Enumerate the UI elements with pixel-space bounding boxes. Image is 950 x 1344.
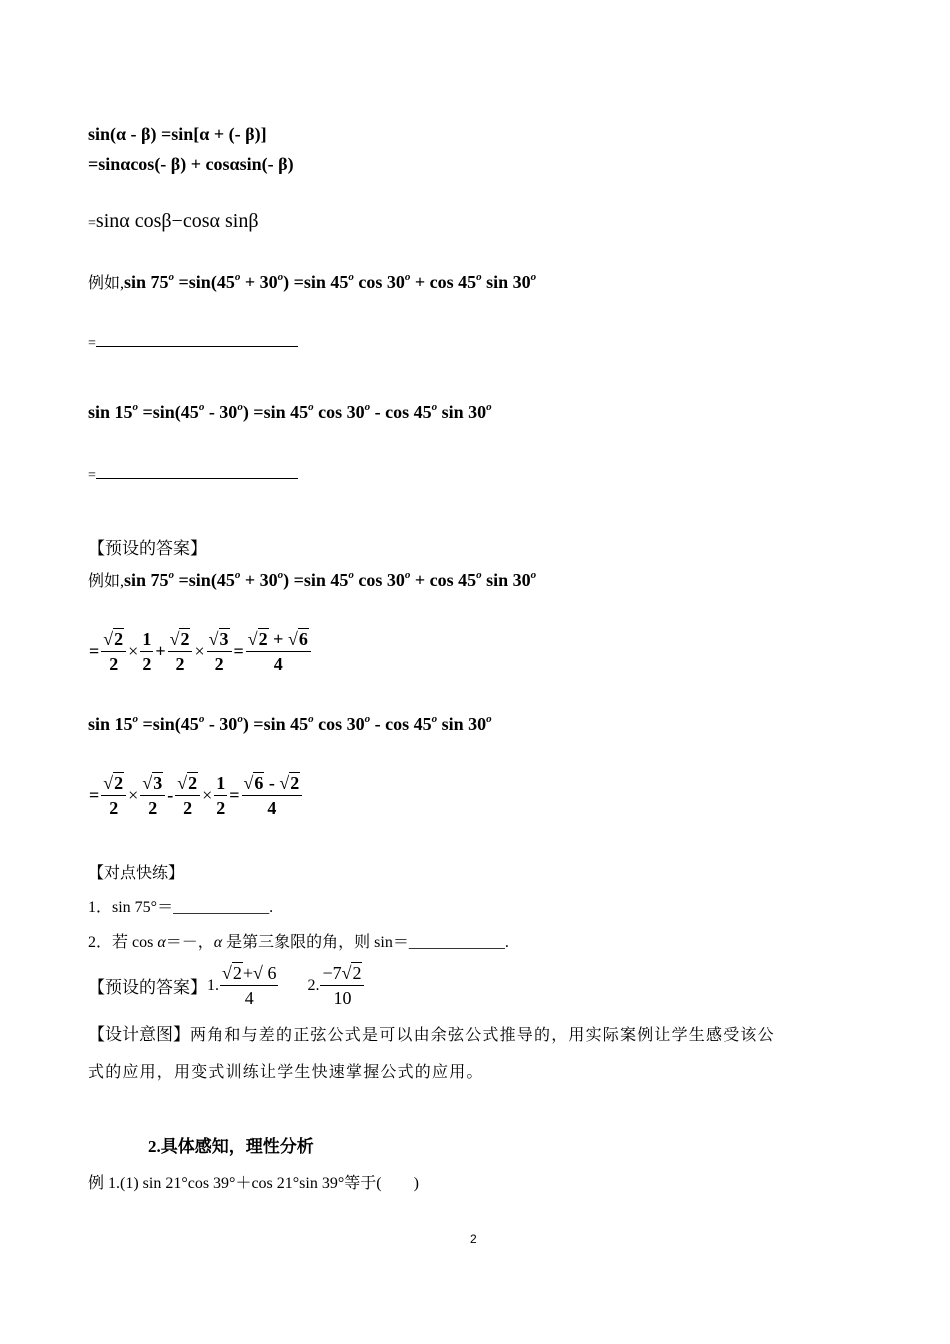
design-intent-label: 【设计意图】: [88, 1025, 190, 1044]
expr-part: =sin(45: [178, 272, 235, 292]
fraction-sqrt2-over-2: $\frac{√2}{2}$: [101, 772, 126, 819]
fill-blank: [96, 332, 298, 347]
equals-sign: =: [229, 785, 240, 805]
degree-mark: o: [530, 271, 537, 283]
expr-part: ) =sin 45: [242, 714, 309, 734]
equals-sign: =: [88, 468, 96, 483]
expr-part: - cos 45: [370, 402, 432, 422]
degree-mark: o: [364, 401, 371, 413]
expr-part: cos 30: [313, 402, 365, 422]
equals-sign: =: [89, 641, 100, 661]
degree-mark: o: [234, 569, 241, 581]
denominator: 2: [214, 654, 224, 674]
degree-mark: o: [476, 569, 482, 581]
degree-mark: o: [348, 569, 354, 581]
answer-sin15-expansion: [88, 714, 492, 735]
radicand: 6: [298, 629, 308, 649]
degree-mark: o: [486, 401, 492, 413]
derivation-line-1: sin(α - β) =sin[α + (- β)]: [88, 124, 267, 144]
expr-part: cos 30: [353, 272, 405, 292]
expr-part: + 30: [240, 272, 278, 292]
example-prefix: 例如,: [88, 573, 125, 590]
practice-heading: 【对点快练】: [88, 865, 185, 882]
expr-part: sin 75: [124, 570, 169, 590]
degree-mark: o: [308, 401, 314, 413]
practice-question-2: [88, 929, 509, 952]
times-sign: ×: [202, 785, 213, 805]
denominator: 4: [267, 798, 277, 818]
minus-sign: -: [167, 785, 174, 805]
equals-sign: =: [233, 641, 244, 661]
radicand: 2: [180, 629, 190, 649]
times-sign: ×: [128, 641, 139, 661]
coefficient: −7: [322, 963, 342, 983]
degree-mark: o: [486, 713, 492, 725]
denominator: 2: [216, 798, 226, 818]
page-number: 2: [470, 1232, 477, 1246]
equals-sign: =: [89, 785, 100, 805]
question-text: ＝－，: [165, 934, 214, 951]
degree-mark: o: [530, 569, 537, 581]
radicand: 2: [232, 963, 242, 983]
expr-part: sin 30: [481, 272, 531, 292]
radicand: 2: [290, 773, 300, 793]
degree-mark: o: [348, 271, 354, 283]
fraction-answer-2: $\frac{-7√2}{10}$: [320, 962, 364, 1009]
practice-answers: [88, 962, 365, 1009]
degree-mark: o: [168, 271, 175, 283]
fraction-sqrt2-over-2: $\frac{√2}{2}$: [101, 628, 126, 675]
expr-part: cos 30: [353, 570, 405, 590]
equals-sign: =: [88, 336, 96, 351]
degree-mark: o: [308, 713, 314, 725]
degree-mark: o: [198, 713, 205, 725]
expr-part: ) =sin 45: [283, 570, 349, 590]
expr-part: - 30: [204, 402, 238, 422]
degree-mark: o: [237, 713, 243, 725]
fraction-sqrt3-over-2: $\frac{√3}{2}$: [140, 772, 165, 819]
expr-part: sin 30: [437, 402, 487, 422]
fraction-sqrt2-over-2: $\frac{√2}{2}$: [175, 772, 200, 819]
answer-sin75-expansion: [88, 568, 536, 591]
expr-part: =sin(45: [142, 402, 199, 422]
denominator: 2: [148, 798, 158, 818]
times-sign: ×: [128, 785, 139, 805]
design-intent-line-1: [88, 1020, 775, 1051]
expr-part: - cos 45: [370, 714, 432, 734]
expr-part: + cos 45: [410, 570, 477, 590]
radicand: 2: [114, 629, 124, 649]
degree-mark: o: [237, 401, 243, 413]
design-intent-text: 两角和与差的正弦公式是可以由余弦公式推导的，用实际案例让学生感受该公: [190, 1027, 775, 1044]
degree-mark: o: [404, 271, 411, 283]
plus-sign: +: [155, 641, 166, 661]
denominator: 2: [142, 654, 152, 674]
radicand: 2: [188, 773, 198, 793]
radicand: 2: [114, 773, 124, 793]
degree-mark: o: [364, 713, 371, 725]
equals-sign: =: [88, 216, 96, 231]
section-title: 2.具体感知，理性分析: [148, 1137, 314, 1156]
expr-part: =sin(45: [142, 714, 199, 734]
degree-mark: o: [198, 401, 205, 413]
expr-part: + cos 45: [410, 272, 477, 292]
numerator: 1: [140, 628, 153, 652]
fraction-1-over-2: [140, 628, 153, 675]
answer-sin15-result: [88, 772, 303, 819]
minus-sign: -: [268, 773, 275, 793]
question-text: α: [157, 934, 166, 951]
radicand: 2: [352, 963, 362, 983]
denominator: 4: [273, 654, 283, 674]
derivation-line-3: [88, 210, 259, 233]
expr-part: ) =sin 45: [242, 402, 309, 422]
degree-mark: o: [234, 271, 241, 283]
degree-mark: o: [404, 569, 411, 581]
example-sin75: [88, 270, 536, 293]
radicand: 3: [219, 629, 229, 649]
degree-mark: o: [431, 713, 438, 725]
expr-part: sin 30: [437, 714, 487, 734]
expr-part: =sin(45: [178, 570, 235, 590]
preset-answer-label: 【预设的答案】: [88, 978, 207, 997]
question-text: 是第三象限的角，则 sin＝____________.: [222, 934, 509, 951]
fraction-sqrt2-over-2: $\frac{√2}{2}$: [168, 628, 193, 675]
expr-part: + 30: [240, 570, 278, 590]
denominator: 2: [109, 798, 119, 818]
fraction-sum-over-4: $\frac{√2 + √6}{4}$: [246, 628, 311, 675]
plus-sign: +: [242, 963, 254, 983]
degree-mark: o: [431, 401, 438, 413]
expr-part: sin 15: [88, 714, 133, 734]
denominator: 10: [333, 988, 352, 1008]
degree-mark: o: [277, 271, 284, 283]
answer-number: 2.: [307, 976, 320, 994]
expr-part: sin 15: [88, 402, 133, 422]
fraction-sqrt3-over-2: $\frac{√3}{2}$: [207, 628, 232, 675]
expr-part: sin 30: [481, 570, 531, 590]
expr-part: - 30: [204, 714, 238, 734]
expr-part: ) =sin 45: [283, 272, 349, 292]
fraction-answer-1: $\frac{√2+√ 6}{4}$: [222, 963, 277, 1008]
denominator: 2: [109, 654, 119, 674]
answer-blank-2: [88, 464, 298, 484]
radicand: 6: [254, 773, 264, 793]
plus-sign: +: [273, 629, 284, 649]
practice-question-1: 1．sin 75°＝____________.: [88, 899, 274, 916]
fraction-difference-over-4: $\frac{√6 - √2}{4}$: [242, 772, 303, 819]
answer-sin75-result: [88, 628, 312, 675]
degree-mark: o: [132, 713, 139, 725]
denominator: 4: [244, 988, 254, 1008]
derivation-line-2: =sinαcos(- β) + cosαsin(- β): [88, 154, 294, 174]
derivation-result: sinα cosβ−cosα sinβ: [95, 210, 259, 232]
numerator: 1: [214, 772, 227, 796]
question-text: 2．若 cos: [88, 934, 158, 951]
degree-mark: o: [277, 569, 284, 581]
degree-mark: o: [476, 271, 482, 283]
preset-answer-heading: 【预设的答案】: [88, 539, 207, 558]
radicand: 2: [258, 629, 268, 649]
denominator: 2: [175, 654, 185, 674]
example-1-question: 例 1.(1) sin 21°cos 39°＋cos 21°sin 39°等于( ): [88, 1175, 419, 1192]
denominator: 2: [183, 798, 193, 818]
answer-number: 1.: [207, 976, 219, 994]
expr-part: sin 75: [124, 272, 169, 292]
degree-mark: o: [168, 569, 175, 581]
radicand: 6: [267, 963, 277, 983]
times-sign: ×: [194, 641, 205, 661]
fill-blank: [96, 464, 298, 479]
example-prefix: 例如,: [88, 275, 125, 292]
design-intent-line-2: 式的应用，用变式训练让学生快速掌握公式的应用。: [88, 1064, 484, 1081]
example-sin15: [88, 402, 492, 423]
question-text: α: [213, 934, 223, 951]
fraction-1-over-2: [214, 772, 227, 819]
radicand: 3: [153, 773, 163, 793]
answer-blank-1: [88, 332, 298, 352]
degree-mark: o: [132, 401, 139, 413]
expr-part: cos 30: [313, 714, 365, 734]
